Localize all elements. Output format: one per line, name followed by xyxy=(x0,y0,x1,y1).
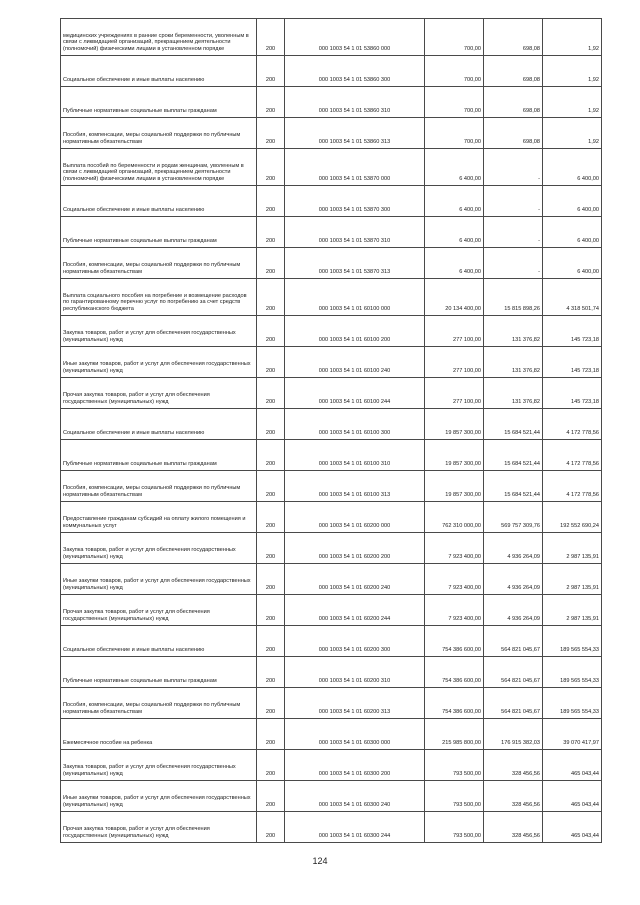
row-executed-cell: - xyxy=(484,248,543,279)
row-kbk-cell: 000 1003 54 1 01 60100 313 xyxy=(285,471,425,502)
row-executed-cell: 131 376,82 xyxy=(484,378,543,409)
row-name-cell: Иные закупки товаров, работ и услуг для обеспечения государственных (муниципальных) нужд xyxy=(61,564,257,595)
table-row xyxy=(61,248,602,279)
table-row xyxy=(61,409,602,440)
table-row xyxy=(61,316,602,347)
row-executed-cell: 4 936 264,09 xyxy=(484,533,543,564)
row-kbk-cell: 000 1003 54 1 01 53860 313 xyxy=(285,118,425,149)
row-approved-cell: 6 400,00 xyxy=(425,248,484,279)
row-remainder-cell: 192 552 690,24 xyxy=(543,502,602,533)
row-name-cell: Ежемесячное пособие на ребенка xyxy=(61,719,257,750)
row-name-cell: Иные закупки товаров, работ и услуг для обеспечения государственных (муниципальных) нужд xyxy=(61,781,257,812)
row-kbk-cell: 000 1003 54 1 01 53860 300 xyxy=(285,56,425,87)
row-name-cell: Публичные нормативные социальные выплаты гражданам xyxy=(61,440,257,471)
table-row xyxy=(61,440,602,471)
row-kbk-cell: 000 1003 54 1 01 60100 244 xyxy=(285,378,425,409)
row-code-cell: 200 xyxy=(257,750,285,781)
row-remainder-cell: 4 172 778,56 xyxy=(543,471,602,502)
row-approved-cell: 6 400,00 xyxy=(425,186,484,217)
row-kbk-cell: 000 1003 54 1 01 53870 000 xyxy=(285,149,425,186)
table-row xyxy=(61,564,602,595)
row-executed-cell: 328 456,56 xyxy=(484,781,543,812)
row-executed-cell: 698,08 xyxy=(484,19,543,56)
row-code-cell: 200 xyxy=(257,118,285,149)
table-row xyxy=(61,471,602,502)
row-remainder-cell: 4 318 501,74 xyxy=(543,279,602,316)
table-row xyxy=(61,750,602,781)
budget-execution-table xyxy=(60,18,602,843)
row-kbk-cell: 000 1003 54 1 01 60300 200 xyxy=(285,750,425,781)
row-code-cell: 200 xyxy=(257,87,285,118)
row-executed-cell: 131 376,82 xyxy=(484,347,543,378)
row-kbk-cell: 000 1003 54 1 01 60100 200 xyxy=(285,316,425,347)
row-remainder-cell: 6 400,00 xyxy=(543,186,602,217)
row-approved-cell: 6 400,00 xyxy=(425,149,484,186)
row-approved-cell: 20 134 400,00 xyxy=(425,279,484,316)
row-approved-cell: 700,00 xyxy=(425,19,484,56)
row-code-cell: 200 xyxy=(257,626,285,657)
row-remainder-cell: 4 172 778,56 xyxy=(543,409,602,440)
row-approved-cell: 277 100,00 xyxy=(425,316,484,347)
table-row xyxy=(61,502,602,533)
row-approved-cell: 700,00 xyxy=(425,118,484,149)
row-kbk-cell: 000 1003 54 1 01 53870 313 xyxy=(285,248,425,279)
row-code-cell: 200 xyxy=(257,688,285,719)
row-code-cell: 200 xyxy=(257,19,285,56)
row-remainder-cell: 145 723,18 xyxy=(543,316,602,347)
row-code-cell: 200 xyxy=(257,781,285,812)
row-name-cell: Прочая закупка товаров, работ и услуг для обеспечения государственных (муниципальных) нужд xyxy=(61,812,257,843)
row-remainder-cell: 2 987 135,91 xyxy=(543,533,602,564)
row-remainder-cell: 189 565 554,33 xyxy=(543,626,602,657)
row-approved-cell: 277 100,00 xyxy=(425,378,484,409)
row-name-cell: Публичные нормативные социальные выплаты гражданам xyxy=(61,217,257,248)
row-executed-cell: 698,08 xyxy=(484,56,543,87)
row-approved-cell: 19 857 300,00 xyxy=(425,440,484,471)
row-kbk-cell: 000 1003 54 1 01 60300 000 xyxy=(285,719,425,750)
row-executed-cell: 328 456,56 xyxy=(484,750,543,781)
table-row xyxy=(61,719,602,750)
row-executed-cell: 131 376,82 xyxy=(484,316,543,347)
row-name-cell: Прочая закупка товаров, работ и услуг для обеспечения государственных (муниципальных) нужд xyxy=(61,378,257,409)
row-approved-cell: 754 386 600,00 xyxy=(425,657,484,688)
row-executed-cell: 698,08 xyxy=(484,87,543,118)
row-code-cell: 200 xyxy=(257,149,285,186)
row-executed-cell: 15 684 521,44 xyxy=(484,440,543,471)
row-kbk-cell: 000 1003 54 1 01 60200 200 xyxy=(285,533,425,564)
row-remainder-cell: 189 565 554,33 xyxy=(543,657,602,688)
row-executed-cell: 564 821 045,67 xyxy=(484,626,543,657)
row-approved-cell: 19 857 300,00 xyxy=(425,471,484,502)
row-approved-cell: 6 400,00 xyxy=(425,217,484,248)
row-code-cell: 200 xyxy=(257,657,285,688)
row-approved-cell: 754 386 600,00 xyxy=(425,626,484,657)
row-remainder-cell: 4 172 778,56 xyxy=(543,440,602,471)
row-kbk-cell: 000 1003 54 1 01 53860 310 xyxy=(285,87,425,118)
row-kbk-cell: 000 1003 54 1 01 60200 000 xyxy=(285,502,425,533)
row-remainder-cell: 6 400,00 xyxy=(543,149,602,186)
table-row xyxy=(61,781,602,812)
row-approved-cell: 793 500,00 xyxy=(425,750,484,781)
row-approved-cell: 762 310 000,00 xyxy=(425,502,484,533)
row-name-cell: Закупка товаров, работ и услуг для обеспечения государственных (муниципальных) нужд xyxy=(61,316,257,347)
row-code-cell: 200 xyxy=(257,378,285,409)
row-kbk-cell: 000 1003 54 1 01 60100 300 xyxy=(285,409,425,440)
row-remainder-cell: 465 043,44 xyxy=(543,812,602,843)
table-row xyxy=(61,812,602,843)
row-kbk-cell: 000 1003 54 1 01 60200 310 xyxy=(285,657,425,688)
row-kbk-cell: 000 1003 54 1 01 60100 000 xyxy=(285,279,425,316)
row-executed-cell: 15 684 521,44 xyxy=(484,471,543,502)
row-approved-cell: 700,00 xyxy=(425,56,484,87)
row-approved-cell: 7 923 400,00 xyxy=(425,595,484,626)
row-name-cell: Социальное обеспечение и иные выплаты населению xyxy=(61,56,257,87)
row-kbk-cell: 000 1003 54 1 01 60200 244 xyxy=(285,595,425,626)
row-code-cell: 200 xyxy=(257,564,285,595)
row-approved-cell: 7 923 400,00 xyxy=(425,533,484,564)
row-remainder-cell: 1,92 xyxy=(543,118,602,149)
row-approved-cell: 277 100,00 xyxy=(425,347,484,378)
row-name-cell: Социальное обеспечение и иные выплаты населению xyxy=(61,186,257,217)
table-row xyxy=(61,87,602,118)
row-remainder-cell: 1,92 xyxy=(543,87,602,118)
row-name-cell: Пособия, компенсации, меры социальной поддержки по публичным нормативным обязательствам xyxy=(61,471,257,502)
row-kbk-cell: 000 1003 54 1 01 53870 310 xyxy=(285,217,425,248)
row-code-cell: 200 xyxy=(257,186,285,217)
row-executed-cell: 698,08 xyxy=(484,118,543,149)
row-name-cell: Публичные нормативные социальные выплаты гражданам xyxy=(61,657,257,688)
row-code-cell: 200 xyxy=(257,533,285,564)
row-name-cell: Выплата социального пособия на погребение и возмещение расходов по гарантированному перечню услуг по погребению за счет средств республиканского бюджета xyxy=(61,279,257,316)
row-executed-cell: - xyxy=(484,186,543,217)
row-kbk-cell: 000 1003 54 1 01 53870 300 xyxy=(285,186,425,217)
row-name-cell: медицинских учреждениях в ранние сроки беременности, уволенным в связи с ликвидацией организаций, прекращением деятельности (полномочий) физическими лицами в установленном порядке xyxy=(61,19,257,56)
row-executed-cell: 176 915 382,03 xyxy=(484,719,543,750)
row-approved-cell: 215 985 800,00 xyxy=(425,719,484,750)
table-row xyxy=(61,217,602,248)
row-kbk-cell: 000 1003 54 1 01 60100 240 xyxy=(285,347,425,378)
row-code-cell: 200 xyxy=(257,316,285,347)
table-row xyxy=(61,347,602,378)
row-name-cell: Пособия, компенсации, меры социальной поддержки по публичным нормативным обязательствам xyxy=(61,248,257,279)
row-kbk-cell: 000 1003 54 1 01 60300 240 xyxy=(285,781,425,812)
page-number: 124 xyxy=(312,856,328,866)
row-remainder-cell: 1,92 xyxy=(543,19,602,56)
row-name-cell: Пособия, компенсации, меры социальной поддержки по публичным нормативным обязательствам xyxy=(61,118,257,149)
row-approved-cell: 700,00 xyxy=(425,87,484,118)
table-row xyxy=(61,595,602,626)
row-executed-cell: 4 936 264,09 xyxy=(484,564,543,595)
row-remainder-cell: 2 987 135,91 xyxy=(543,595,602,626)
table-row xyxy=(61,279,602,316)
row-kbk-cell: 000 1003 54 1 01 60200 300 xyxy=(285,626,425,657)
row-executed-cell: 328 456,56 xyxy=(484,812,543,843)
table-row xyxy=(61,186,602,217)
table-row xyxy=(61,533,602,564)
row-kbk-cell: 000 1003 54 1 01 60300 244 xyxy=(285,812,425,843)
row-name-cell: Пособия, компенсации, меры социальной поддержки по публичным нормативным обязательствам xyxy=(61,688,257,719)
row-executed-cell: 15 815 898,26 xyxy=(484,279,543,316)
row-name-cell: Закупка товаров, работ и услуг для обеспечения государственных (муниципальных) нужд xyxy=(61,750,257,781)
table-row xyxy=(61,657,602,688)
row-remainder-cell: 189 565 554,33 xyxy=(543,688,602,719)
row-kbk-cell: 000 1003 54 1 01 60200 313 xyxy=(285,688,425,719)
row-code-cell: 200 xyxy=(257,812,285,843)
row-code-cell: 200 xyxy=(257,409,285,440)
table-row xyxy=(61,149,602,186)
row-name-cell: Социальное обеспечение и иные выплаты населению xyxy=(61,409,257,440)
row-approved-cell: 793 500,00 xyxy=(425,812,484,843)
row-remainder-cell: 145 723,18 xyxy=(543,378,602,409)
row-name-cell: Выплата пособий по беременности и родам женщинам, уволенным в связи с ликвидацией организаций, прекращением деятельности (полномочий) физическими лицами в установленном порядке xyxy=(61,149,257,186)
table-row xyxy=(61,19,602,56)
table-row xyxy=(61,118,602,149)
row-approved-cell: 793 500,00 xyxy=(425,781,484,812)
row-remainder-cell: 39 070 417,97 xyxy=(543,719,602,750)
row-code-cell: 200 xyxy=(257,595,285,626)
row-approved-cell: 7 923 400,00 xyxy=(425,564,484,595)
table-row xyxy=(61,626,602,657)
row-executed-cell: 564 821 045,67 xyxy=(484,688,543,719)
row-remainder-cell: 465 043,44 xyxy=(543,750,602,781)
row-name-cell: Иные закупки товаров, работ и услуг для обеспечения государственных (муниципальных) нужд xyxy=(61,347,257,378)
row-remainder-cell: 465 043,44 xyxy=(543,781,602,812)
row-code-cell: 200 xyxy=(257,56,285,87)
row-code-cell: 200 xyxy=(257,502,285,533)
row-code-cell: 200 xyxy=(257,347,285,378)
row-executed-cell: 564 821 045,67 xyxy=(484,657,543,688)
row-approved-cell: 19 857 300,00 xyxy=(425,409,484,440)
row-kbk-cell: 000 1003 54 1 01 60200 240 xyxy=(285,564,425,595)
row-name-cell: Закупка товаров, работ и услуг для обеспечения государственных (муниципальных) нужд xyxy=(61,533,257,564)
row-executed-cell: - xyxy=(484,149,543,186)
row-executed-cell: 4 936 264,09 xyxy=(484,595,543,626)
row-executed-cell: 15 684 521,44 xyxy=(484,409,543,440)
table-row xyxy=(61,688,602,719)
row-kbk-cell: 000 1003 54 1 01 53860 000 xyxy=(285,19,425,56)
row-code-cell: 200 xyxy=(257,719,285,750)
row-name-cell: Предоставление гражданам субсидий на оплату жилого помещения и коммунальных услуг xyxy=(61,502,257,533)
row-code-cell: 200 xyxy=(257,471,285,502)
row-executed-cell: 569 757 309,76 xyxy=(484,502,543,533)
row-code-cell: 200 xyxy=(257,248,285,279)
row-remainder-cell: 6 400,00 xyxy=(543,217,602,248)
row-name-cell: Прочая закупка товаров, работ и услуг для обеспечения государственных (муниципальных) нужд xyxy=(61,595,257,626)
row-approved-cell: 754 386 600,00 xyxy=(425,688,484,719)
table-body xyxy=(61,19,602,843)
row-code-cell: 200 xyxy=(257,440,285,471)
table-row xyxy=(61,378,602,409)
row-kbk-cell: 000 1003 54 1 01 60100 310 xyxy=(285,440,425,471)
row-name-cell: Социальное обеспечение и иные выплаты населению xyxy=(61,626,257,657)
row-remainder-cell: 1,92 xyxy=(543,56,602,87)
row-code-cell: 200 xyxy=(257,279,285,316)
row-remainder-cell: 2 987 135,91 xyxy=(543,564,602,595)
row-code-cell: 200 xyxy=(257,217,285,248)
table-row xyxy=(61,56,602,87)
row-remainder-cell: 6 400,00 xyxy=(543,248,602,279)
row-name-cell: Публичные нормативные социальные выплаты гражданам xyxy=(61,87,257,118)
row-executed-cell: - xyxy=(484,217,543,248)
row-remainder-cell: 145 723,18 xyxy=(543,347,602,378)
